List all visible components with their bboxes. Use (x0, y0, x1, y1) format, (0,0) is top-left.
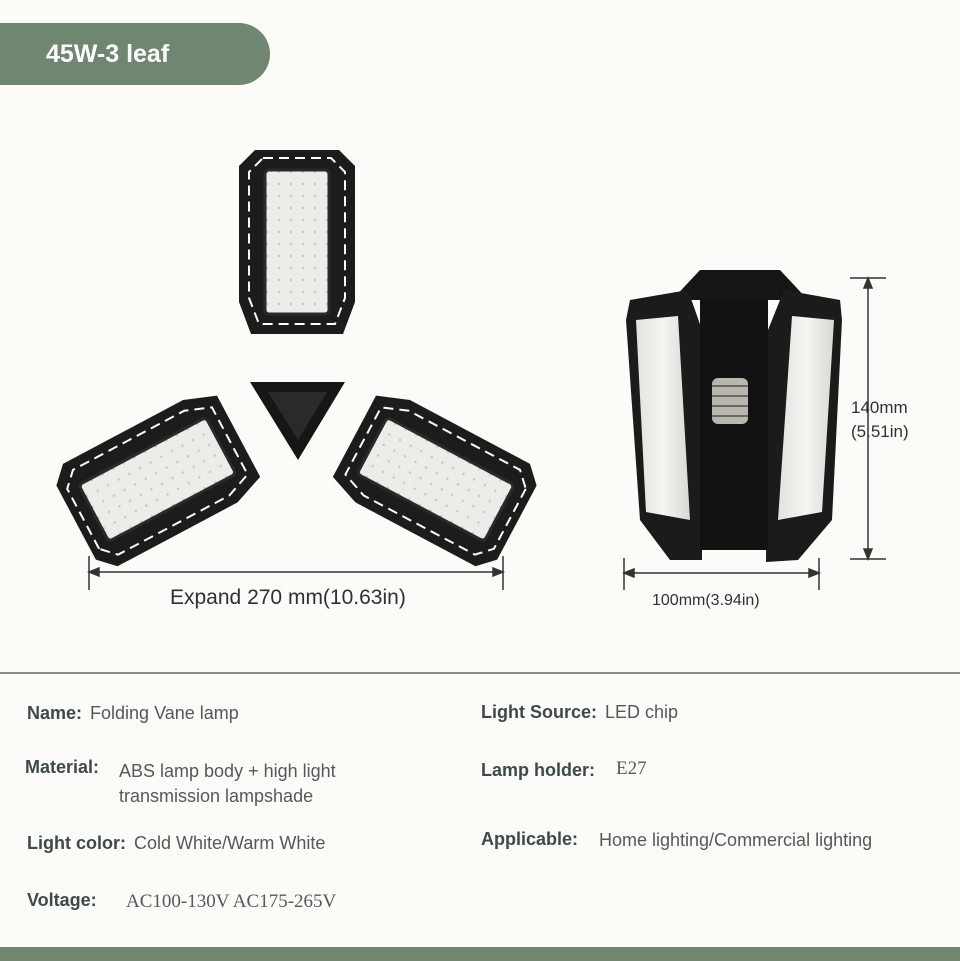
spec-lamp-holder (481, 760, 603, 781)
spec-material-value (119, 759, 336, 809)
spec-name-value: Folding Vane lamp (90, 703, 239, 723)
spec-applicable (481, 829, 586, 850)
height-dimension-label (851, 396, 909, 444)
spec-light-source-key: Light Source: (481, 702, 597, 722)
height-mm: 140mm (851, 398, 908, 417)
expand-value: 270 mm(10.63in) (247, 586, 406, 609)
spec-voltage-value (126, 891, 336, 913)
spec-voltage (27, 890, 105, 911)
spec-material-key: Material: (25, 757, 100, 777)
expand-prefix: Expand (170, 586, 242, 609)
folded-lamp (626, 270, 842, 562)
spec-material (25, 757, 107, 778)
spec-lamp-holder-value-text: E27 (616, 758, 647, 779)
height-in: (5.51in) (851, 422, 909, 441)
spec-light-color-value: Cold White/Warm White (133, 833, 326, 853)
spec-lamp-holder-value (616, 758, 647, 780)
spec-name-key: Name: (27, 703, 83, 723)
width-dimension-label (652, 592, 760, 610)
spec-light-color (27, 833, 325, 854)
expand-dimension-label (170, 586, 406, 610)
spec-light-source (481, 702, 678, 723)
spec-applicable-value (599, 830, 872, 851)
expand-dimension-line (89, 556, 503, 590)
width-value: 100mm(3.94in) (652, 592, 760, 609)
spec-voltage-key: Voltage: (27, 890, 97, 910)
footer-bar (0, 947, 960, 961)
badge-label: 45W-3 leaf (46, 39, 170, 68)
spec-applicable-key: Applicable: (481, 829, 579, 849)
spec-material-line2: transmission lampshade (119, 786, 314, 806)
spec-applicable-value-text: Home lighting/Commercial lighting (599, 830, 873, 850)
spec-material-line1: ABS lamp body + high light (119, 761, 336, 781)
width-dimension-line (624, 558, 819, 590)
spec-voltage-value-text: AC100-130V AC175-265V (126, 891, 337, 912)
spec-name (27, 703, 239, 724)
spec-light-source-value: LED chip (605, 702, 679, 722)
section-divider (0, 672, 960, 674)
expanded-lamp (49, 150, 544, 574)
spec-lamp-holder-key: Lamp holder: (481, 760, 596, 780)
spec-light-color-key: Light color: (27, 833, 126, 853)
